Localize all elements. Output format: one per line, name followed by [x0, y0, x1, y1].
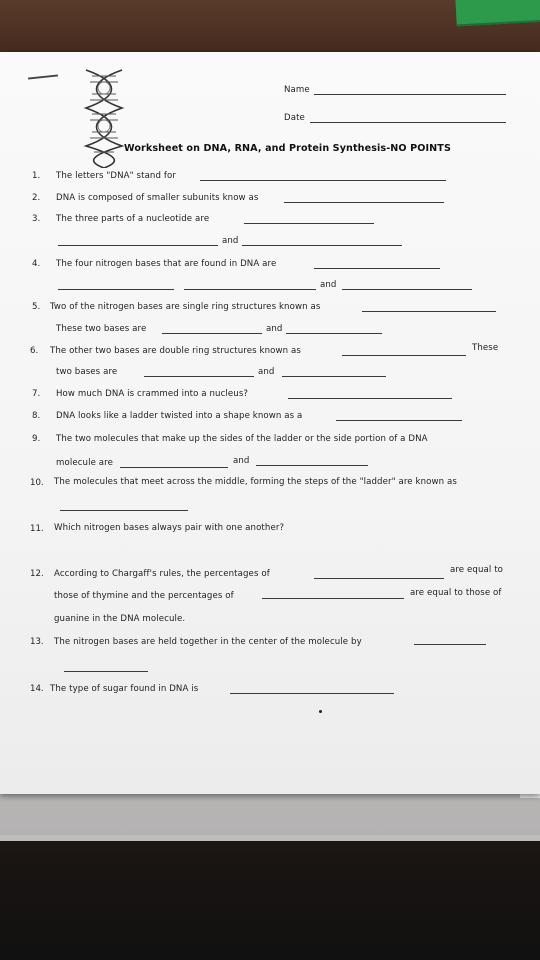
question-3-blank-3[interactable]: [242, 245, 402, 246]
dna-helix-icon: [80, 68, 128, 168]
question-4-blank-3[interactable]: [184, 289, 316, 290]
question-14-number: 14.: [30, 684, 44, 694]
question-5-number: 5.: [32, 302, 41, 312]
question-11-number: 11.: [30, 524, 44, 534]
question-7-number: 7.: [32, 389, 41, 399]
question-4-number: 4.: [32, 259, 41, 269]
question-5-blank-1[interactable]: [362, 311, 496, 312]
question-2-blank[interactable]: [284, 202, 444, 203]
question-10-blank[interactable]: [60, 510, 188, 511]
question-4-blank-4[interactable]: [342, 289, 472, 290]
green-tape: [455, 0, 540, 26]
question-9-number: 9.: [32, 434, 41, 444]
question-7-text: How much DNA is crammed into a nucleus?: [56, 389, 249, 399]
question-5-blank-2[interactable]: [162, 333, 262, 334]
question-7-blank[interactable]: [288, 398, 452, 399]
question-3-text: The three parts of a nucleotide are: [56, 214, 210, 224]
name-label: Name: [284, 85, 310, 95]
question-12-text-3: guanine in the DNA molecule.: [54, 614, 186, 624]
question-12-equal-to: are equal to: [450, 565, 504, 575]
question-3-blank-1[interactable]: [244, 223, 374, 224]
question-12-equal-to-those: are equal to those of: [410, 588, 502, 598]
question-8-blank[interactable]: [336, 420, 462, 421]
question-9-text: The two molecules that make up the sides of the ladder or the side portion of a DNA: [56, 434, 428, 444]
question-3-and: and: [222, 236, 239, 246]
question-14-blank[interactable]: [230, 693, 394, 694]
question-6-blank-2[interactable]: [144, 376, 254, 377]
question-6-text: The other two bases are double ring structures known as: [50, 346, 301, 356]
question-9-blank-2[interactable]: [256, 465, 368, 466]
question-8-number: 8.: [32, 411, 41, 421]
question-12-text-2: those of thymine and the percentages of: [54, 591, 234, 601]
question-4-blank-1[interactable]: [314, 268, 440, 269]
question-12-text: According to Chargaff's rules, the percentages of: [54, 569, 270, 579]
question-9-and: and: [233, 456, 250, 466]
question-10-number: 10.: [30, 478, 44, 488]
question-12-blank-2[interactable]: [262, 598, 404, 599]
question-6-number: 6.: [30, 346, 39, 356]
paper-dot: [319, 710, 322, 713]
name-blank[interactable]: [314, 94, 506, 95]
question-5-text: Two of the nitrogen bases are single ring structures known as: [50, 302, 321, 312]
date-blank[interactable]: [310, 122, 506, 123]
question-10-text: The molecules that meet across the middle, forming the steps of the "ladder" are known as: [54, 477, 457, 487]
paper-stack-shadow: [0, 792, 540, 837]
question-1-number: 1.: [32, 171, 41, 181]
paper-stack-edge: [0, 835, 540, 841]
question-14-text: The type of sugar found in DNA is: [50, 684, 199, 694]
question-12-number: 12.: [30, 569, 44, 579]
worksheet-title: Worksheet on DNA, RNA, and Protein Synthesis-NO POINTS: [124, 143, 451, 154]
question-2-number: 2.: [32, 193, 41, 203]
question-5-blank-3[interactable]: [286, 333, 382, 334]
question-1-text: The letters "DNA" stand for: [56, 171, 176, 181]
question-13-number: 13.: [30, 637, 44, 647]
question-6-these: These: [472, 343, 499, 353]
question-3-number: 3.: [32, 214, 41, 224]
question-9-text-2: molecule are: [56, 458, 113, 468]
question-3-blank-2[interactable]: [58, 245, 218, 246]
question-6-text-2: two bases are: [56, 367, 118, 377]
question-6-blank-1[interactable]: [342, 355, 466, 356]
question-5-text-2: These two bases are: [56, 324, 147, 334]
question-5-and: and: [266, 324, 283, 334]
question-11-text: Which nitrogen bases always pair with one another?: [54, 523, 285, 533]
question-6-blank-3[interactable]: [282, 376, 386, 377]
question-9-blank-1[interactable]: [120, 467, 228, 468]
question-12-blank-1[interactable]: [314, 578, 444, 579]
question-13-text: The nitrogen bases are held together in the center of the molecule by: [54, 637, 362, 647]
question-6-and: and: [258, 367, 275, 377]
question-13-blank-2[interactable]: [64, 671, 148, 672]
question-4-and: and: [320, 280, 337, 290]
question-1-blank[interactable]: [200, 180, 446, 181]
question-4-blank-2[interactable]: [58, 289, 174, 290]
question-13-blank-1[interactable]: [414, 644, 486, 645]
question-2-text: DNA is composed of smaller subunits know as: [56, 193, 259, 203]
question-8-text: DNA looks like a ladder twisted into a shape known as a: [56, 411, 303, 421]
question-4-text: The four nitrogen bases that are found in DNA are: [56, 259, 277, 269]
date-label: Date: [284, 113, 305, 123]
